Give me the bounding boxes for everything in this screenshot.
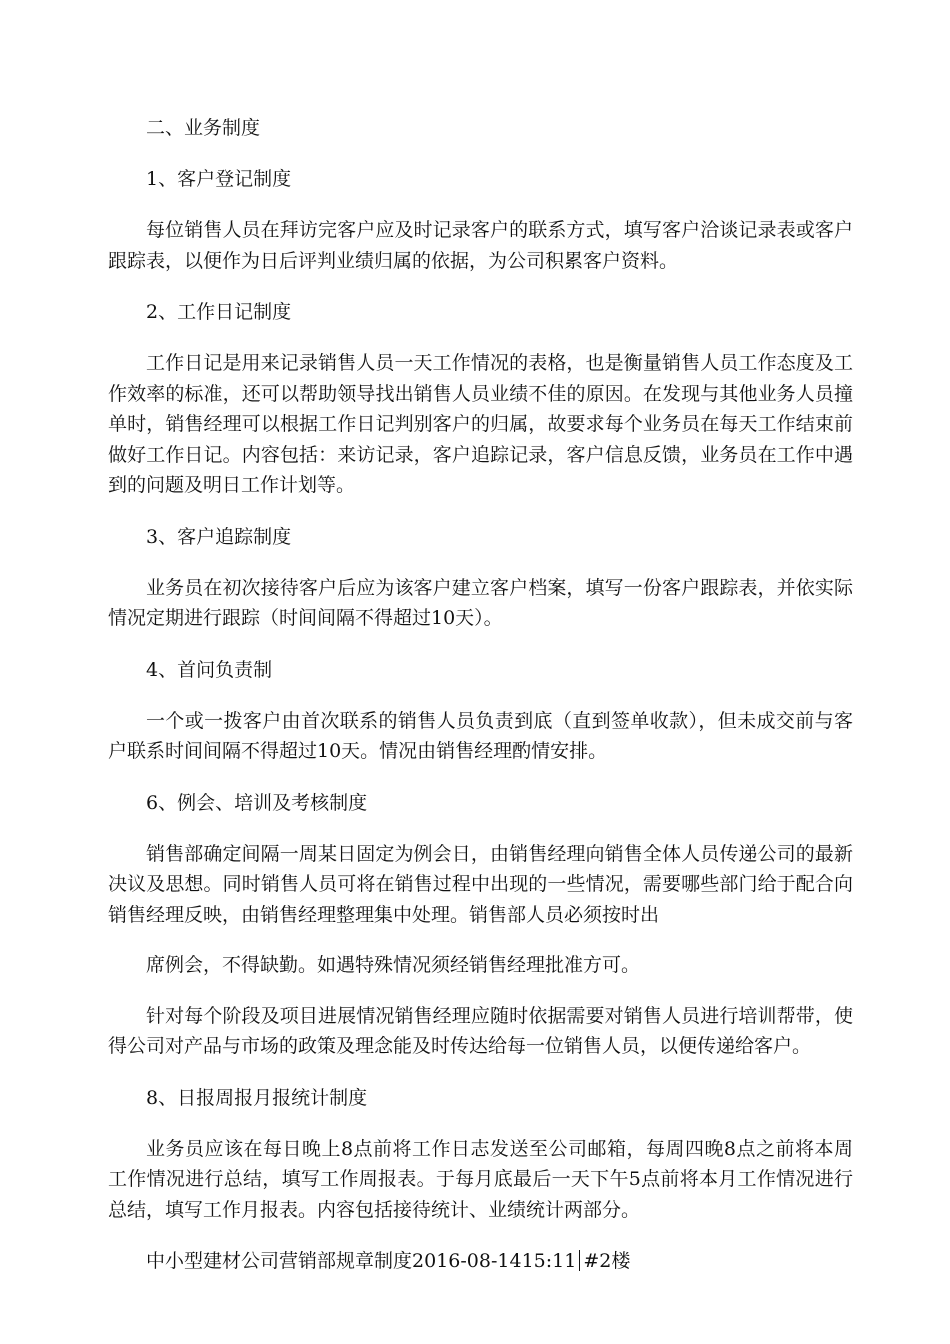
- document-body: [108, 113, 853, 1276]
- footer-separator: [579, 1250, 580, 1271]
- heading-meetings-training: 6、例会、培训及考核制度: [146, 791, 368, 814]
- paragraph-work-diary: 工作日记是用来记录销售人员一天工作情况的表格，也是衡量销售人员工作态度及工作效率的标准，还可以帮助领导找出销售人员业绩不佳的原因。在发现与其他业务人员撞单时，销售经理可以根据工作日记判别客户的归属，故要求每个业务员在每天工作结束前做好工作日记。内容包括：来访记录，客户追踪记录，客户信息反馈，业务员在工作中遇到的问题及明日工作计划等。: [108, 352, 853, 496]
- heading-first-contact-responsibility: 4、首问负责制: [146, 658, 273, 681]
- footer-timestamp: 2016-08-1415:11: [412, 1250, 577, 1272]
- footer-floor: #2楼: [583, 1250, 631, 1272]
- paragraph-meetings: 销售部确定间隔一周某日固定为例会日，由销售经理向销售全体人员传递公司的最新决议及思想。同时销售人员可将在销售过程中出现的一些情况，需要哪些部门给于配合向销售经理反映，由销售经理整理集中处理。销售部人员必须按时出: [108, 842, 853, 926]
- footer-title: 中小型建材公司营销部规章制度: [146, 1250, 413, 1272]
- heading-customer-tracking: 3、客户追踪制度: [146, 525, 292, 548]
- paragraph-meeting-attendance: 席例会，不得缺勤。如遇特殊情况须经销售经理批准方可。: [146, 954, 641, 976]
- paragraph-reports: 业务员应该在每日晚上8点前将工作日志发送至公司邮箱，每周四晚8点之前将本周工作情况进行总结，填写工作周报表。于每月底最后一天下午5点前将本月工作情况进行总结，填写工作月报表。内容包括接待统计、业绩统计两部分。: [108, 1137, 853, 1221]
- paragraph-first-contact-responsibility: 一个或一拨客户由首次联系的销售人员负责到底（直到签单收款），但未成交前与客户联系时间间隔不得超过10天。情况由销售经理酌情安排。: [108, 709, 853, 762]
- section-title: 二、业务制度: [146, 117, 261, 139]
- heading-work-diary: 2、工作日记制度: [146, 301, 292, 323]
- heading-customer-registration: 1、客户登记制度: [146, 168, 292, 190]
- paragraph-customer-registration: 每位销售人员在拜访完客户应及时记录客户的联系方式，填写客户洽谈记录表或客户跟踪表，以便作为日后评判业绩归属的依据，为公司积累客户资料。: [108, 219, 853, 272]
- paragraph-training: 针对每个阶段及项目进展情况销售经理应随时依据需要对销售人员进行培训帮带，使得公司对产品与市场的政策及理念能及时传达给每一位销售人员，以便传递给客户。: [108, 1004, 853, 1057]
- heading-reports: 8、日报周报月报统计制度: [146, 1086, 368, 1109]
- footer-line: [108, 1246, 853, 1276]
- paragraph-customer-tracking: 业务员在初次接待客户后应为该客户建立客户档案，填写一份客户跟踪表，并依实际情况定期进行跟踪（时间间隔不得超过10天）。: [108, 576, 853, 629]
